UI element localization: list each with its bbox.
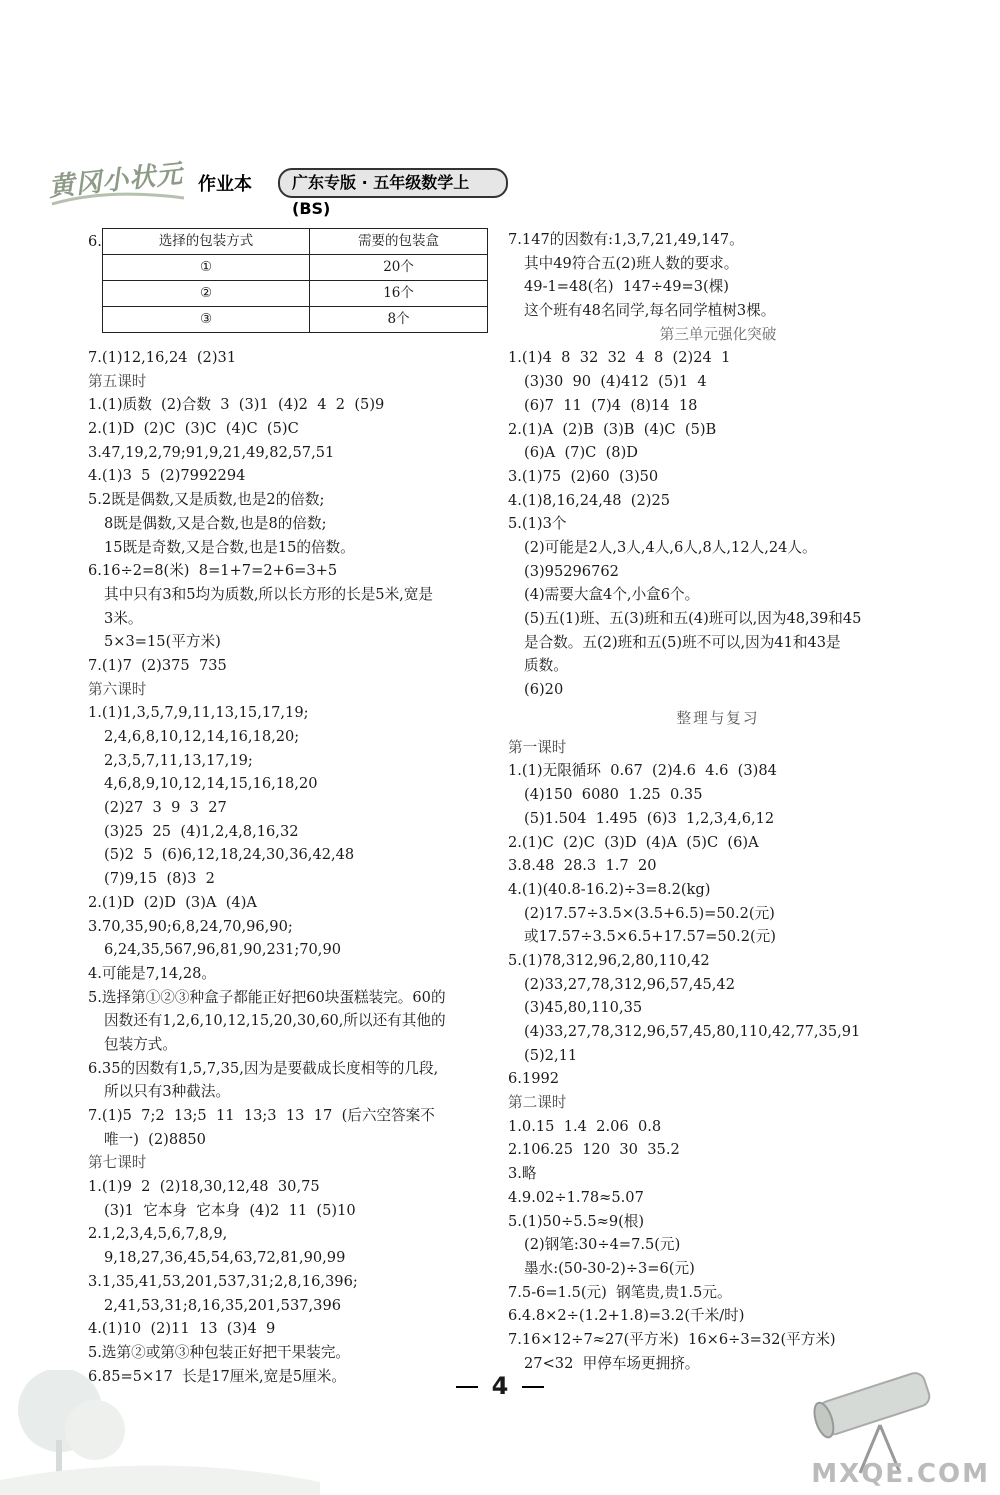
table-row (103, 255, 488, 281)
answer-line: 6.16÷2=8(米) 8=1+7=2+6=3+5 (88, 562, 338, 580)
answer-line: 7.16×12÷7≈27(平方米) 16×6÷3=32(平方米) (508, 1330, 836, 1348)
answer-line: 5.(1)3个 (508, 515, 567, 533)
answer-line: 2,3,5,7,11,13,17,19; (104, 751, 253, 769)
answer-line: 1.0.15 1.4 2.06 0.8 (508, 1117, 662, 1135)
table-cell: ① (103, 255, 310, 281)
answer-line: 6.1992 (508, 1070, 560, 1088)
answer-line: 质数。 (524, 657, 568, 675)
answer-line: (7)9,15 (8)3 2 (104, 870, 215, 888)
watermark: MXQE.COM (811, 1459, 990, 1489)
answer-line: 5.选择第①②③种盒子都能正好把60块蛋糕装完。60的 (88, 988, 446, 1006)
answer-line: 第二课时 (508, 1094, 567, 1112)
answer-line: 或17.57÷3.5×6.5+17.57=50.2(元) (524, 928, 776, 946)
answer-line: (5)2 5 (6)6,12,18,24,30,36,42,48 (104, 846, 355, 864)
answer-line: (6)20 (524, 681, 564, 699)
answer-line: (4)需要大盒4个,小盒6个。 (524, 586, 700, 604)
answer-line: 其中49符合五(2)班人数的要求。 (524, 254, 739, 272)
answer-line: 2.(1)D (2)D (3)A (4)A (88, 893, 257, 911)
answer-line: (2)33,27,78,312,96,57,45,42 (524, 975, 735, 993)
answer-line: (2)27 3 9 3 27 (104, 799, 227, 817)
page-header (48, 160, 508, 216)
answer-line: 1.(1)质数 (2)合数 3 (3)1 (4)2 4 2 (5)9 (88, 396, 385, 414)
answer-line: 3.1,35,41,53,201,537,31;2,8,16,396; (88, 1272, 358, 1290)
answer-line: 4,6,8,9,10,12,14,15,16,18,20 (104, 775, 318, 793)
table-row (103, 307, 488, 333)
answer-line: 4.(1)(40.8-16.2)÷3=8.2(kg) (508, 880, 711, 898)
answer-line: 其中只有3和5均为质数,所以长方形的长是5米,宽是 (104, 585, 434, 603)
right-answer-lines-b (508, 736, 928, 1376)
answer-line: 5.选第②或第③种包装正好把干果装完。 (88, 1343, 351, 1361)
answer-line: 2.(1)D (2)C (3)C (4)C (5)C (88, 420, 299, 438)
answer-line: 6.85=5×17 长是17厘米,宽是5厘米。 (88, 1367, 346, 1385)
answer-line: 因数还有1,2,6,10,12,15,20,30,60,所以还有其他的 (104, 1012, 446, 1030)
question-number: 6. (88, 233, 102, 250)
answer-line: 6.4.8×2÷(1.2+1.8)=3.2(千米/时) (508, 1307, 745, 1325)
right-column (508, 228, 928, 1375)
answer-line: 6.35的因数有1,5,7,35,因为是要截成长度相等的几段, (88, 1059, 439, 1077)
answer-line: 第一课时 (508, 738, 567, 756)
brand-logo: 黄冈小状元 (47, 159, 185, 203)
answer-line: 5.2既是偶数,又是质数,也是2的倍数; (88, 491, 325, 509)
answer-line: 2.(1)A (2)B (3)B (4)C (5)B (508, 420, 717, 438)
answer-line: 这个班有48名同学,每名同学植树3棵。 (524, 302, 776, 320)
answer-line: (5)1.504 1.495 (6)3 1,2,3,4,6,12 (524, 809, 775, 827)
right-answer-lines-a (508, 228, 928, 702)
answer-line: (3)45,80,110,35 (524, 999, 643, 1017)
answer-line: 4.(1)3 5 (2)7992294 (88, 467, 246, 485)
answer-line: 3.8.48 28.3 1.7 20 (508, 857, 657, 875)
answer-line: 5.(1)78,312,96,2,80,110,42 (508, 951, 710, 969)
answer-line: 2.106.25 120 30 35.2 (508, 1141, 680, 1159)
brand-swoosh-icon (48, 190, 188, 208)
telescope-icon (800, 1355, 960, 1475)
table-cell: 8个 (310, 307, 488, 333)
answer-line: 7.5-6=1.5(元) 钢笔贵,贵1.5元。 (508, 1283, 732, 1301)
answer-line: (3)95296762 (524, 562, 619, 580)
answer-line: 4.(1)8,16,24,48 (2)25 (508, 491, 671, 509)
answer-line: 6,24,35,567,96,81,90,231;70,90 (104, 941, 342, 959)
answer-line: (2)可能是2人,3人,4人,6人,8人,12人,24人。 (524, 538, 817, 556)
table-cell: 16个 (310, 281, 488, 307)
table-header: 选择的包装方式 (103, 229, 310, 255)
answer-line: 3.(1)75 (2)60 (3)50 (508, 467, 659, 485)
answer-line: 7.(1)12,16,24 (2)31 (88, 349, 237, 366)
table-header-row (103, 229, 488, 255)
left-answer-lines (88, 346, 488, 1388)
answer-line: 2.1,2,3,4,5,6,7,8,9, (88, 1225, 228, 1243)
answer-line: (6)7 11 (7)4 (8)14 18 (524, 396, 698, 414)
book-title: 作业本 (198, 174, 252, 195)
table-cell: ② (103, 281, 310, 307)
answer-line: 7.147的因数有:1,3,7,21,49,147。 (508, 231, 744, 248)
answer-line: (3)30 90 (4)412 (5)1 4 (524, 373, 707, 391)
answer-line: 是合数。五(2)班和五(5)班不可以,因为41和43是 (524, 633, 841, 651)
answer-line: (2)17.57÷3.5×(3.5+6.5)=50.2(元) (524, 904, 775, 922)
answer-line: 5×3=15(平方米) (104, 633, 221, 651)
answer-line: (2)钢笔:30÷4=7.5(元) (524, 1236, 681, 1254)
answer-line: 5.(1)50÷5.5≈9(根) (508, 1212, 645, 1230)
answer-line: 1.(1)无限循环 0.67 (2)4.6 4.6 (3)84 (508, 762, 777, 780)
answer-line: 1.(1)1,3,5,7,9,11,13,15,17,19; (88, 704, 309, 722)
answer-line: 2.(1)C (2)C (3)D (4)A (5)C (6)A (508, 833, 759, 851)
table-cell: ③ (103, 307, 310, 333)
answer-line: 27<32 甲停车场更拥挤。 (524, 1354, 700, 1372)
answer-line: 8既是偶数,又是合数,也是8的倍数; (104, 514, 327, 532)
answer-line: 49-1=48(名) 147÷49=3(棵) (524, 278, 729, 296)
answer-line: 第五课时 (88, 372, 147, 390)
answer-line: 墨水:(50-30-2)÷3=6(元) (524, 1259, 695, 1277)
answer-line: 7.(1)7 (2)375 735 (88, 656, 227, 674)
left-column (88, 228, 488, 1388)
table-cell: 20个 (310, 255, 488, 281)
answer-line: (3)25 25 (4)1,2,4,8,16,32 (104, 822, 299, 840)
answer-line: (6)A (7)C (8)D (524, 444, 638, 462)
answer-line: 3.70,35,90;6,8,24,70,96,90; (88, 917, 293, 935)
answer-line: 所以只有3种截法。 (104, 1083, 231, 1101)
answer-line: 包装方式。 (104, 1035, 177, 1053)
answer-line: (4)33,27,78,312,96,57,45,80,110,42,77,35,91 (524, 1023, 861, 1040)
answer-line: 4.可能是7,14,28。 (88, 964, 217, 982)
answer-line: 9,18,27,36,45,54,63,72,81,90,99 (104, 1249, 346, 1267)
answer-line: (3)1 它本身 它本身 (4)2 11 (5)10 (104, 1201, 356, 1219)
page-number: 4 (0, 1372, 1000, 1400)
answer-line: 7.(1)5 7;2 13;5 11 13;3 13 17 (后六空答案不 (88, 1107, 435, 1124)
answer-line: (5)2,11 (524, 1046, 578, 1064)
question-6-table-block (88, 228, 488, 346)
edition-badge: 广东专版 · 五年级数学上(BS) (278, 168, 508, 198)
table-row (103, 281, 488, 307)
answer-line: (4)150 6080 1.25 0.35 (524, 786, 703, 804)
answer-line: 15既是奇数,又是合数,也是15的倍数。 (104, 538, 355, 556)
review-section-title: 整理与复习 (676, 709, 760, 727)
answer-line: 第六课时 (88, 680, 147, 698)
answer-line: 3.略 (508, 1165, 537, 1183)
answer-line: 2,41,53,31;8,16,35,201,537,396 (104, 1296, 342, 1314)
answer-line: 1.(1)4 8 32 32 4 8 (2)24 1 (508, 349, 731, 367)
answer-line: 3.47,19,2,79;91,9,21,49,82,57,51 (88, 443, 335, 461)
answer-line: 第七课时 (88, 1154, 147, 1172)
answer-line: 第三单元强化突破 (659, 325, 777, 343)
answer-line: (5)五(1)班、五(3)班和五(4)班可以,因为48,39和45 (524, 610, 862, 627)
answer-line: 1.(1)9 2 (2)18,30,12,48 30,75 (88, 1178, 320, 1196)
packing-table (102, 228, 488, 333)
table-header: 需要的包装盒 (310, 229, 488, 255)
answer-line: 4.9.02÷1.78≈5.07 (508, 1188, 644, 1206)
answer-line: 4.(1)10 (2)11 13 (3)4 9 (88, 1320, 276, 1338)
answer-line: 3米。 (104, 609, 143, 627)
answer-line: 唯一) (2)8850 (104, 1130, 206, 1148)
answer-line: 2,4,6,8,10,12,14,16,18,20; (104, 728, 300, 745)
